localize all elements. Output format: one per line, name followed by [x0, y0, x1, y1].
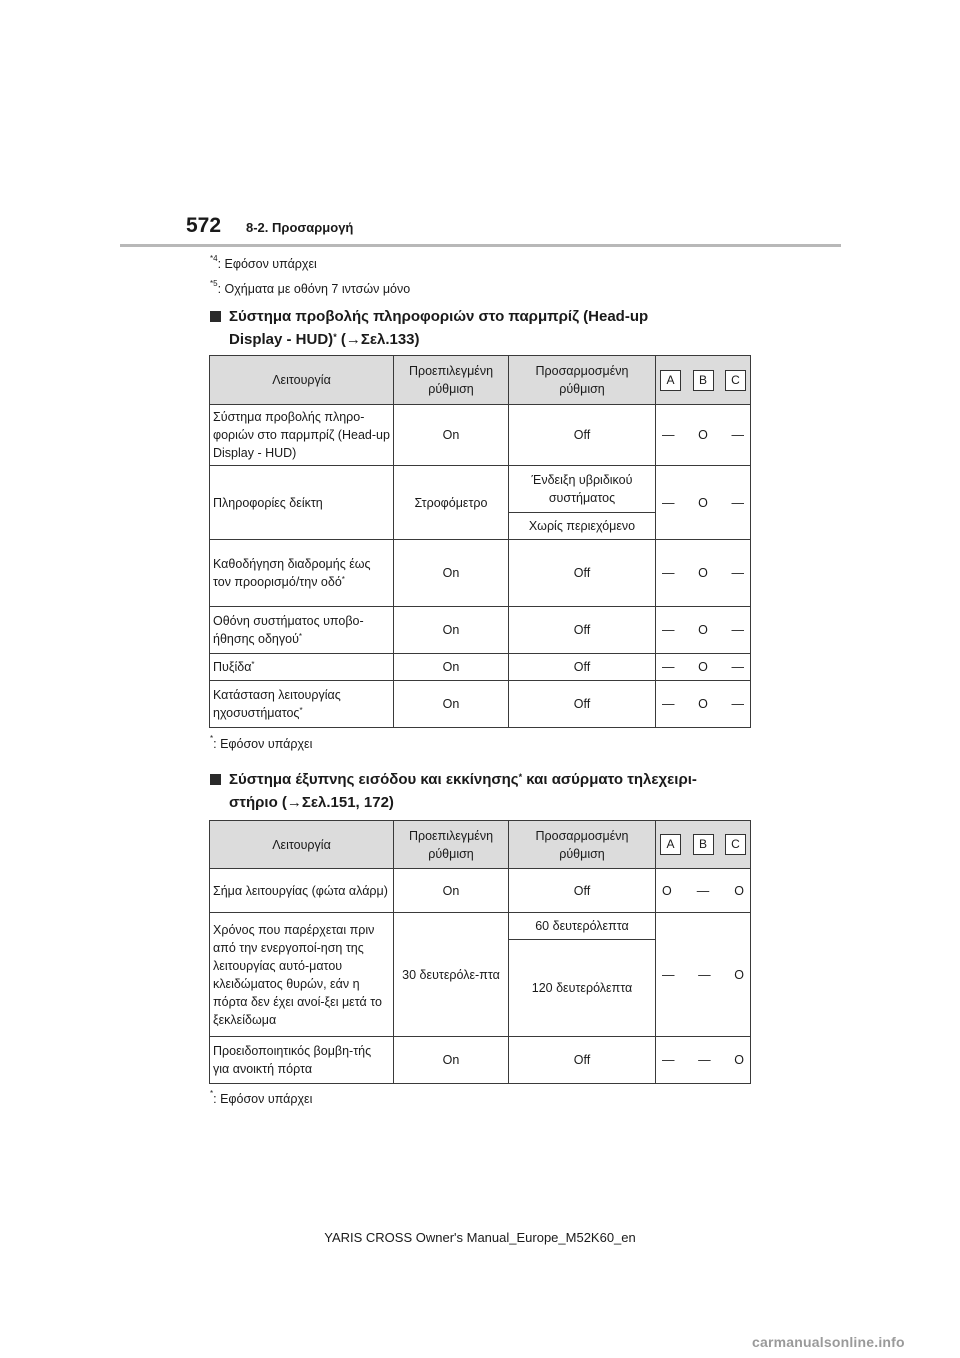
square-bullet-icon [210, 774, 221, 785]
column-label-a: A [660, 834, 681, 855]
table-row [210, 607, 751, 654]
column-label-b: B [693, 834, 714, 855]
abc-cell: — O — [656, 681, 751, 728]
table-row [210, 1037, 751, 1084]
custom-cell: Off [509, 1037, 656, 1084]
custom-cell: Off [509, 654, 656, 681]
table-row [210, 869, 751, 913]
table-row [210, 540, 751, 607]
default-cell: Στροφόμετρο [394, 466, 509, 540]
table1-footnote: *: Εφόσον υπάρχει [210, 734, 313, 751]
hud-settings-table [209, 355, 751, 728]
table-row [210, 405, 751, 466]
function-cell: Σήμα λειτουργίας (φώτα αλάρμ) [210, 869, 394, 913]
table-row [210, 913, 751, 940]
abc-cell: — O — [656, 466, 751, 540]
default-cell: On [394, 681, 509, 728]
header-divider [120, 244, 841, 247]
function-cell: Σύστημα προβολής πληρο-φοριών στο παρμπρίζ (Head-up Display - HUD) [210, 405, 394, 466]
table-row [210, 466, 751, 513]
custom-cell: Ένδειξη υβριδικού συστήματος [509, 466, 656, 513]
footnote-5: $^{*5}$: Οχήματα με οθόνη 7 ιντσών μόνο [210, 279, 411, 296]
column-header-function: Λειτουργία [210, 356, 394, 405]
footnote-4: $^{*4}$: Εφόσον υπάρχει [210, 254, 317, 271]
table-row [210, 654, 751, 681]
abc-cell: — O — [656, 540, 751, 607]
column-header-abc [656, 821, 751, 869]
custom-cell: 120 δευτερόλεπτα [509, 940, 656, 1037]
custom-cell: Off [509, 607, 656, 654]
function-cell: Προειδοποιητικός βομβη-τής για ανοικτή πόρτα [210, 1037, 394, 1084]
custom-cell: Χωρίς περιεχόμενο [509, 513, 656, 540]
page-number: 572 [186, 214, 222, 237]
table-row [210, 681, 751, 728]
abc-cell: — — O [656, 1037, 751, 1084]
default-cell: On [394, 607, 509, 654]
default-cell: On [394, 654, 509, 681]
section-title: 8-2. Προσαρμογή [246, 220, 354, 235]
abc-cell: — O — [656, 654, 751, 681]
custom-cell: 60 δευτερόλεπτα [509, 913, 656, 940]
function-cell: Χρόνος που παρέρχεται πριν από την ενεργοποί-ηση της λειτουργίας αυτό-ματου κλειδώματος θυρών, εάν η πόρτα δεν έχει ανοί-ξει μετά το ξεκλείδωμα [210, 913, 394, 1037]
custom-cell: Off [509, 405, 656, 466]
column-label-a: A [660, 370, 681, 391]
table-header-row [210, 356, 751, 405]
abc-cell: O — O [656, 869, 751, 913]
column-header-default: Προεπιλεγμένη ρύθμιση [394, 356, 509, 405]
column-header-custom: Προσαρμοσμένη ρύθμιση [509, 356, 656, 405]
abc-cell: — O — [656, 405, 751, 466]
custom-cell: Off [509, 681, 656, 728]
function-cell: Πληροφορίες δείκτη [210, 466, 394, 540]
function-cell: Οθόνη συστήματος υποβο-ήθησης οδηγού* [210, 607, 394, 654]
column-header-abc [656, 356, 751, 405]
abc-cell: — — O [656, 913, 751, 1037]
default-cell: On [394, 540, 509, 607]
column-header-default: Προεπιλεγμένη ρύθμιση [394, 821, 509, 869]
custom-cell: Off [509, 540, 656, 607]
column-label-b: B [693, 370, 714, 391]
watermark: carmanualsonline.info [752, 1334, 905, 1350]
default-cell: On [394, 869, 509, 913]
table-header-row [210, 821, 751, 869]
square-bullet-icon [210, 311, 221, 322]
column-header-custom: Προσαρμοσμένη ρύθμιση [509, 821, 656, 869]
column-header-function: Λειτουργία [210, 821, 394, 869]
abc-cell: — O — [656, 607, 751, 654]
default-cell: On [394, 405, 509, 466]
column-label-c: C [725, 370, 746, 391]
custom-cell: Off [509, 869, 656, 913]
table2-footnote: *: Εφόσον υπάρχει [210, 1089, 313, 1106]
function-cell: Καθοδήγηση διαδρομής έως τον προορισμό/την οδό* [210, 540, 394, 607]
column-label-c: C [725, 834, 746, 855]
page-footer: YARIS CROSS Owner's Manual_Europe_M52K60_en [324, 1230, 636, 1245]
function-cell: Κατάσταση λειτουργίας ηχοσυστήματος* [210, 681, 394, 728]
smart-entry-settings-table [209, 820, 751, 1084]
default-cell: 30 δευτερόλε-πτα [394, 913, 509, 1037]
default-cell: On [394, 1037, 509, 1084]
function-cell: Πυξίδα* [210, 654, 394, 681]
